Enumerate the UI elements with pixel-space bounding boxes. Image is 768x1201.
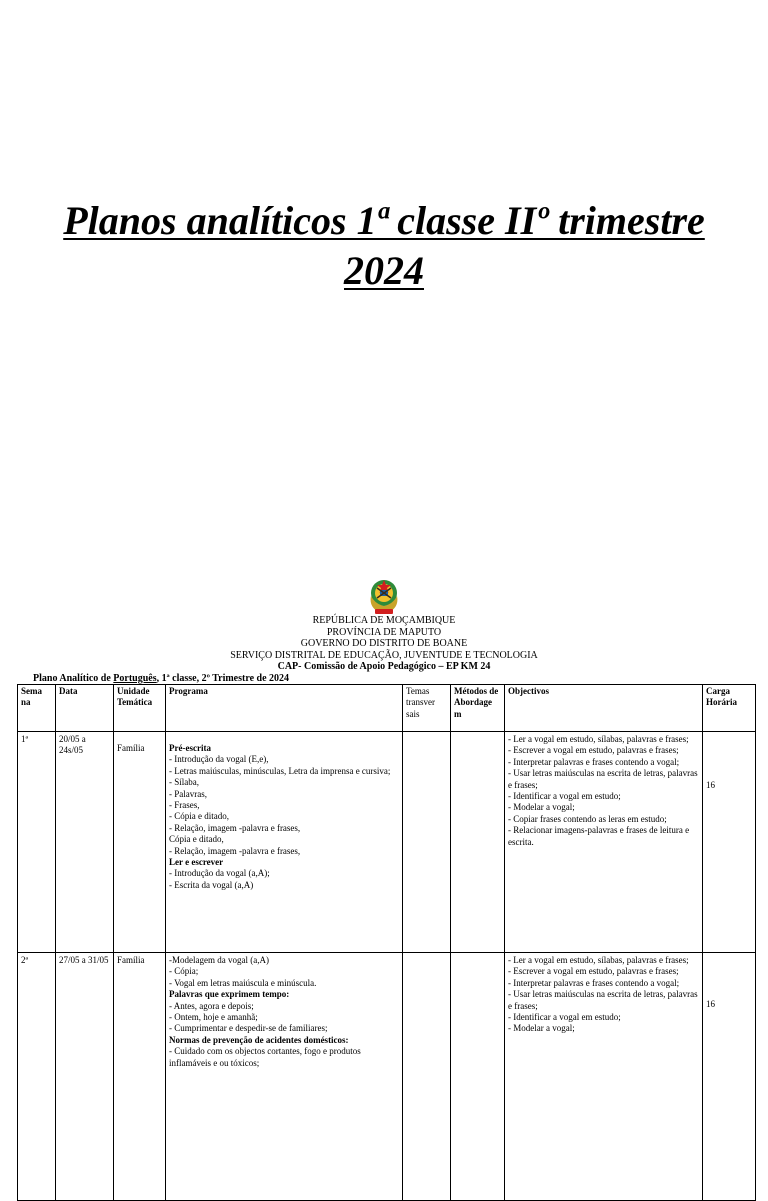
- cell-semana: 2ª: [18, 953, 56, 1201]
- header-unidade: Unidade Temática: [114, 685, 166, 732]
- programa-line: - Escrita da vogal (a,A): [169, 879, 254, 890]
- header-programa: Programa: [166, 685, 403, 732]
- cell-metodos: [451, 732, 505, 953]
- programa-line: - Antes, agora e depois;: [169, 1000, 254, 1011]
- programa-line: Normas de prevenção de acidentes domésticos:: [169, 1034, 349, 1045]
- cell-semana: 1ª: [18, 732, 56, 953]
- programa-line: - Cuidado com os objectos cortantes, fogo e produtos inflamáveis e ou tóxicos;: [169, 1046, 361, 1068]
- cell-temas: [403, 732, 451, 953]
- cell-temas: [403, 953, 451, 1201]
- objectivo-line: - Usar letras maiúsculas na escrita de letras, palavras e frases;: [508, 768, 698, 790]
- cell-unidade: Família: [114, 732, 166, 953]
- mozambique-emblem-icon: [365, 576, 403, 618]
- header-data: Data: [56, 685, 114, 732]
- programa-line: - Cópia;: [169, 966, 199, 977]
- objectivo-line: - Identificar a vogal em estudo;: [508, 791, 621, 802]
- header-temas: Temas transver sais: [403, 685, 451, 732]
- header-district: GOVERNO DO DISTRITO DE BOANE: [300, 638, 468, 649]
- cell-carga: 16: [703, 732, 756, 953]
- cell-programa: [166, 953, 403, 1201]
- header-cap: CAP- Comissão de Apoio Pedagógico – EP KM 24: [277, 661, 491, 672]
- objectivo-line: - Ler a vogal em estudo, sílabas, palavras e frases;: [508, 955, 689, 965]
- caption-suffix: , 1ª classe, 2º Trimestre de 2024: [156, 673, 290, 684]
- programa-line: Ler e escrever: [169, 857, 224, 868]
- objectivo-line: - Escrever a vogal em estudo, palavras e frases;: [508, 966, 679, 977]
- objectivo-line: - Interpretar palavras e frases contendo a vogal;: [508, 977, 680, 988]
- plan-table: [17, 684, 756, 1201]
- cell-carga: 16: [703, 953, 756, 1201]
- objectivo-line: - Identificar a vogal em estudo;: [508, 1012, 621, 1023]
- header-semana: Sema na: [18, 685, 56, 732]
- objectivo-line: - Copiar frases contendo as leras em estudo;: [508, 813, 667, 824]
- cell-unidade: Família: [114, 953, 166, 1201]
- header-republic: REPÚBLICA DE MOÇAMBIQUE: [312, 615, 456, 626]
- document-title: [0, 196, 768, 296]
- objectivo-line: - Interpretar palavras e frases contendo a vogal;: [508, 756, 680, 767]
- cell-programa: [166, 732, 403, 953]
- caption-prefix: Plano Analítico de: [33, 673, 114, 684]
- objectivo-line: - Escrever a vogal em estudo, palavras e frases;: [508, 745, 679, 756]
- objectivo-line: - Modelar a vogal;: [508, 802, 575, 813]
- cell-data: 20/05 a 24s/05: [56, 732, 114, 953]
- programa-line: -Modelagem da vogal (a,A): [169, 955, 269, 965]
- programa-line: - Cópia e ditado,: [169, 811, 229, 822]
- title-line-2: 2024: [344, 248, 424, 293]
- programa-line: - Relação, imagem -palavra e frases,: [169, 845, 301, 856]
- programa-line: - Letras maiúsculas, minúsculas, Letra da imprensa e cursiva;: [169, 765, 391, 776]
- header-province: PROVÍNCIA DE MAPUTO: [326, 626, 442, 638]
- institution-header: [0, 615, 768, 673]
- header-service: SERVIÇO DISTRITAL DE EDUCAÇÃO, JUVENTUDE E TECNOLOGIA: [230, 649, 538, 661]
- table-header-row: [18, 685, 756, 732]
- cell-data: 27/05 a 31/05: [56, 953, 114, 1201]
- programa-line: - Introdução da vogal (E,e),: [169, 754, 269, 765]
- programa-line: - Ontem, hoje e amanhã;: [169, 1012, 258, 1023]
- objectivo-line: - Modelar a vogal;: [508, 1023, 575, 1034]
- objectivo-line: - Ler a vogal em estudo, sílabas, palavras e frases;: [508, 734, 689, 744]
- programa-line: - Vogal em letras maiúscula e minúscula.: [169, 977, 317, 988]
- programa-line: - Introdução da vogal (a,A);: [169, 868, 270, 879]
- programa-line: - Cumprimentar e despedir-se de familiares;: [169, 1023, 328, 1034]
- programa-line: Palavras que exprimem tempo:: [169, 989, 290, 1000]
- header-objectivos: Objectivos: [505, 685, 703, 732]
- programa-line: - Frases,: [169, 800, 200, 811]
- programa-line: - Relação, imagem -palavra e frases,: [169, 822, 301, 833]
- objectivo-line: - Usar letras maiúsculas na escrita de letras, palavras e frases;: [508, 989, 698, 1011]
- objectivo-line: - Relacionar imagens-palavras e frases de leitura e escrita.: [508, 825, 690, 847]
- header-carga: Carga Horária: [703, 685, 756, 732]
- programa-line: Cópia e ditado,: [169, 834, 224, 845]
- cell-objectivos: [505, 953, 703, 1201]
- table-row: [18, 732, 756, 953]
- programa-line: - Sílaba,: [169, 777, 199, 788]
- programa-line: Pré-escrita: [169, 743, 211, 753]
- title-line-1: Planos analíticos 1ª classe IIº trimestre: [63, 198, 705, 243]
- caption-subject: Português: [113, 673, 157, 684]
- cell-metodos: [451, 953, 505, 1201]
- cell-objectivos: [505, 732, 703, 953]
- header-metodos: Métodos de Abordage m: [451, 685, 505, 732]
- programa-line: - Palavras,: [169, 788, 207, 799]
- table-row: [18, 953, 756, 1201]
